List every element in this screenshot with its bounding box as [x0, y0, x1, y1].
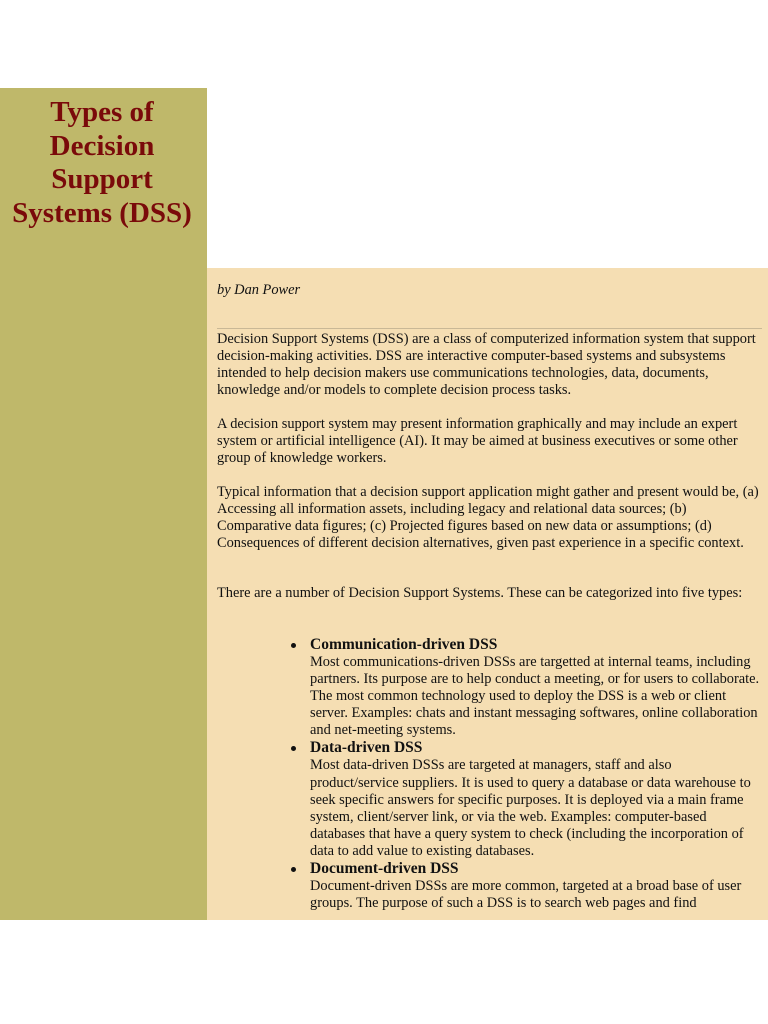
list-item: [217, 739, 762, 860]
dss-type-name: Communication-driven DSS: [310, 636, 498, 653]
dss-description-paragraph: A decision support system may present information graphically and may include an expert system or artificial intelligence (AI). It may be aimed at business executives or some other group of knowledge workers.: [217, 416, 738, 467]
dss-type-description: Most communications-driven DSSs are targetted at internal teams, including partners. Its purpose are to help conduct a meeting, or for users to collaborate. The most common technology used to deploy the DSS is a web or client server. Examples: chats and instant messaging softwares, online collaboration and net-meeting systems.: [310, 654, 760, 739]
types-intro-paragraph: There are a number of Decision Support Systems. These can be categorized into five types:: [217, 585, 743, 601]
intro-paragraph: Decision Support Systems (DSS) are a class of computerized information system that support decision-making activities. DSS are interactive computer-based systems and subsystems intended to help decision makers use communications technologies, data, documents, knowledge and/or models to complete decision process tasks.: [217, 331, 756, 399]
bullet-icon: [291, 867, 296, 872]
author-byline: by Dan Power: [217, 282, 301, 298]
list-item: [217, 636, 762, 739]
dss-type-name: Document-driven DSS: [310, 860, 459, 878]
dss-type-name: Data-driven DSS: [310, 739, 423, 757]
page-title: Types of Decision Support Systems (DSS): [12, 96, 192, 229]
bullet-icon: [291, 746, 296, 751]
dss-type-description: Document-driven DSSs are more common, targeted at a broad base of user groups. The purpose of such a DSS is to search web pages and find: [310, 878, 742, 912]
typical-information-paragraph: Typical information that a decision support application might gather and present would be, (a) Accessing all information assets, including legacy and relational data sources; (b) Comparative data figures; (c) Projected figures based on new data or assumptions; (d) Consequences of different decision alternatives, given past experience in a specific context.: [217, 484, 759, 552]
dss-type-description: Most data-driven DSSs are targeted at managers, staff and also product/service suppliers. It is used to query a database or data warehouse to seek specific answers for specific purposes. It is deployed via a main frame system, client/server link, or via the web. Examples: computer-based databases that have a query system to check (including the incorporation of data to add value to existing databases.: [310, 757, 751, 859]
dss-types-list: [217, 636, 762, 912]
divider: [217, 328, 762, 329]
bullet-icon: [291, 643, 296, 648]
article-content: [207, 268, 768, 920]
list-item: [217, 860, 762, 912]
